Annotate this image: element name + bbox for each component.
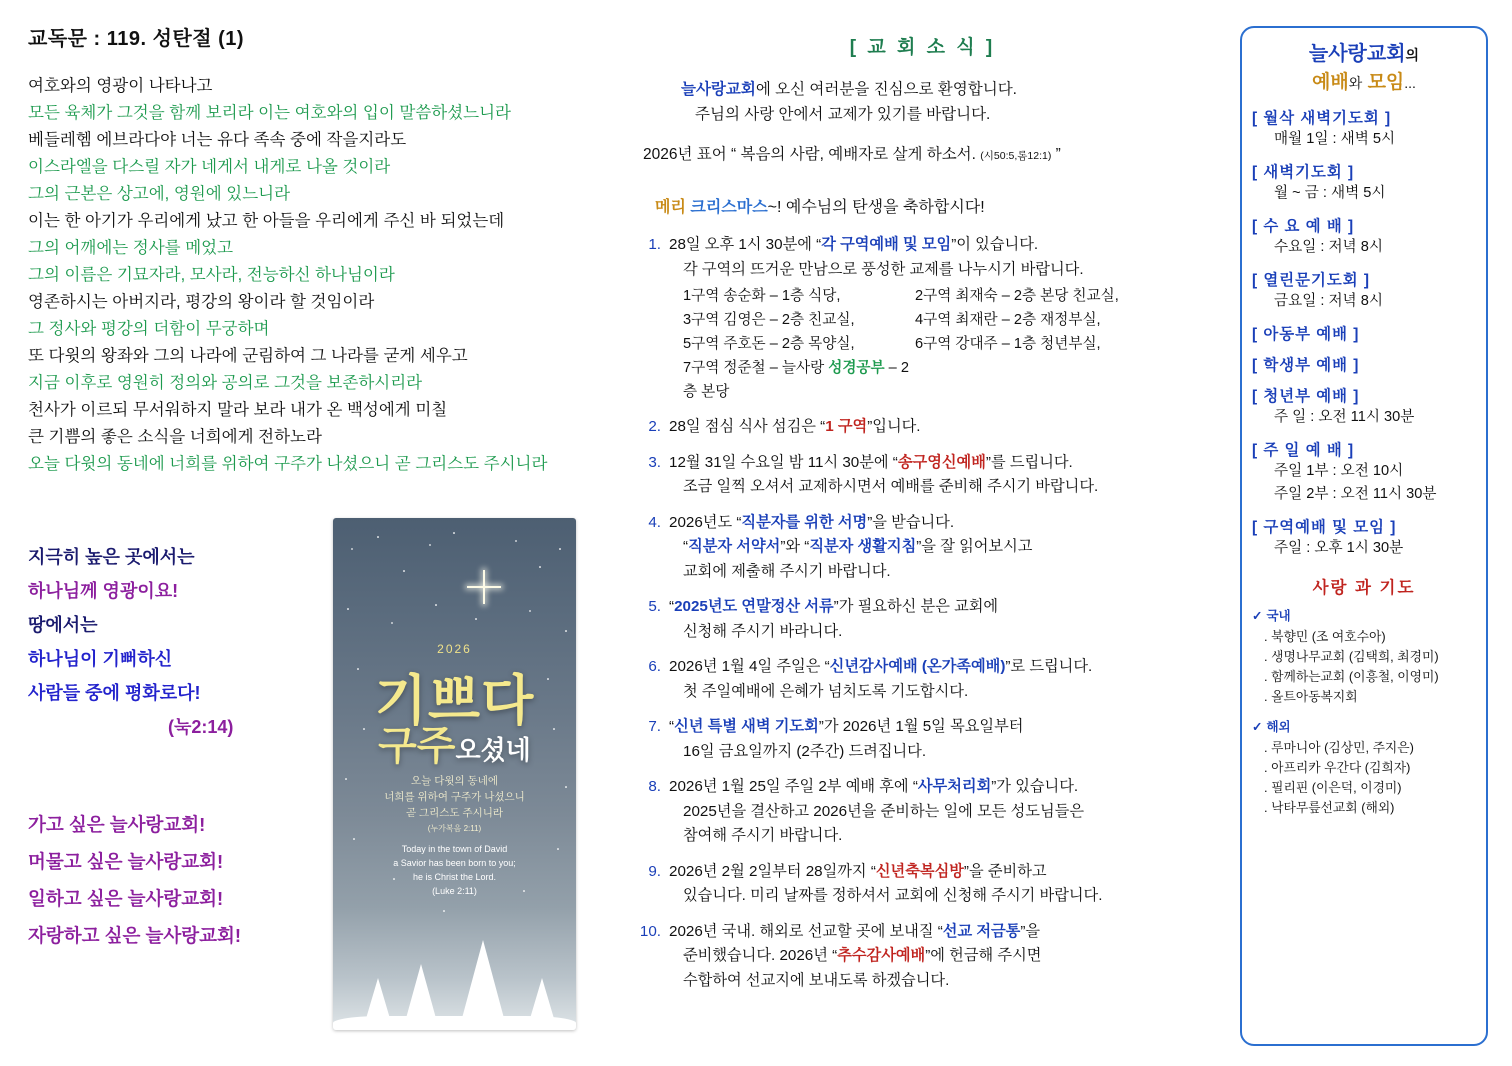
star-dot-icon (559, 548, 561, 550)
notice-line: 2026년 1월 4일 주일은 “신년감사예배 (온가족예배)”로 드립니다. (669, 658, 1093, 675)
verse-line: 여호와의 영광이 나타나고 (28, 77, 213, 95)
verse-line: 또 다윗의 왕좌와 그의 나라에 군림하여 그 나라를 굳게 세우고 (28, 347, 468, 365)
glory-line: 지극히 높은 곳에서는 (28, 547, 195, 567)
glory-line: (눅2:14) (168, 717, 234, 737)
schedule-panel-title (1252, 40, 1476, 97)
check-icon: ✓ (1252, 609, 1263, 623)
notice-item (633, 595, 1212, 644)
schedule-section-head: [ 월삭 새벽기도회 ] (1252, 110, 1392, 127)
notice-number: 9. (648, 862, 661, 880)
schedule-title-line-1 (1252, 40, 1476, 69)
schedule-section (1252, 515, 1476, 560)
notice-number: 7. (648, 718, 661, 735)
cell-group-left: 7구역 정준철 – 늘사랑 성경공부 – 2층 본당 (683, 360, 909, 400)
poster-line2-main: 구주 (378, 724, 456, 768)
notice-line: 2026년 1월 25일 주일 2부 예배 후에 “사무처리회”가 있습니다. (669, 778, 1079, 795)
notice-item (633, 715, 1212, 764)
star-dot-icon (353, 838, 355, 840)
prayer-group-label (1252, 606, 1476, 624)
schedule-section-head: [ 수 요 예 배 ] (1252, 218, 1355, 235)
poster-line2 (333, 714, 576, 771)
schedule-section (1252, 214, 1476, 259)
notice-line: 28일 점심 식사 섬김은 “1 구역”입니다. (669, 418, 921, 435)
prayer-group (1252, 606, 1476, 707)
prayer-item: . 낙타무릎선교회 (해외) (1264, 800, 1395, 815)
notice-number: 6. (648, 658, 661, 675)
cell-group-left: 1구역 송순화 – 1층 식당, (683, 288, 841, 304)
notice-line: 조금 일찍 오셔서 교제하시면서 예배를 준비해 주시기 바랍니다. (683, 478, 1099, 495)
prayer-item: . 필리핀 (이은덕, 이경미) (1264, 780, 1402, 795)
schedule-section-line: 주일 : 오후 1시 30분 (1274, 540, 1404, 556)
poster-sub1: 오늘 다윗의 동네에 (411, 775, 498, 787)
schedule-word-meeting: 모임 (1367, 72, 1405, 93)
poster-line2-small: 오셨네 (455, 735, 531, 765)
poster-year: 2026 (437, 642, 472, 656)
verse-line: 이스라엘을 다스릴 자가 네게서 내게로 나올 것이라 (28, 158, 391, 176)
schedule-section (1252, 268, 1476, 313)
schedule-section-line: 금요일 : 저녁 8시 (1274, 293, 1383, 309)
notice-number: 5. (648, 598, 661, 615)
merry-christmas-line (655, 194, 1212, 217)
schedule-title-suffix: 의 (1405, 47, 1420, 63)
notice-line: 28일 오후 1시 30분에 “각 구역예배 및 모임”이 있습니다. (669, 236, 1039, 253)
poster-trees (333, 910, 576, 1030)
schedule-panel (1240, 26, 1488, 1046)
schedule-section (1252, 384, 1476, 429)
poster-eng2: a Savior has been born to you; (393, 858, 516, 868)
schedule-sections (1252, 106, 1476, 560)
prayer-item: . 루마니아 (김상민, 주지은) (1264, 740, 1414, 755)
notice-line: 2026년 2월 2일부터 28일까지 “신년축복심방”을 준비하고 (669, 862, 1047, 880)
star-dot-icon (539, 566, 541, 568)
schedule-section-head: [ 구역예배 및 모임 ] (1252, 519, 1397, 536)
prayer-groups (1252, 606, 1476, 818)
poster-line1: 기쁘다 (374, 671, 535, 731)
notice-line: 12월 31일 수요일 밤 11시 30분에 “송구영신예배”를 드립니다. (669, 453, 1073, 471)
glory-line: 하나님이 기뻐하신 (28, 649, 173, 669)
poster-english-text (333, 842, 576, 898)
poster-subtext (333, 773, 576, 837)
schedule-section (1252, 438, 1476, 506)
notice-line: 2025년을 결산하고 2026년을 준비하는 일에 모든 성도님들은 (683, 802, 1084, 820)
verse-line: 그의 어깨에는 정사를 메었고 (28, 239, 234, 257)
schedule-section-head: [ 청년부 예배 ] (1252, 388, 1360, 405)
schedule-word-dots: ... (1404, 75, 1416, 91)
notice-line: 각 구역의 뜨거운 만남으로 풍성한 교제를 나누시기 바랍니다. (683, 260, 1084, 278)
prayer-heading: 사랑 과 기도 (1312, 579, 1416, 597)
star-dot-icon (347, 608, 349, 610)
prayer-item: . 함께하는교회 (이흥철, 이영미) (1264, 669, 1439, 684)
star-dot-icon (391, 622, 393, 624)
schedule-section-line: 수요일 : 저녁 8시 (1274, 239, 1383, 255)
schedule-section-line: 월 ~ 금 : 새벽 5시 (1274, 185, 1386, 201)
verse-line: 그 정사와 평강의 더함이 무궁하며 (28, 320, 270, 338)
welcome-block (633, 77, 1212, 127)
notice-line: 수합하여 선교지에 보내도록 하겠습니다. (683, 971, 950, 989)
star-icon (483, 570, 485, 604)
notice-line: 첫 주일예배에 은혜가 넘치도록 기도합시다. (683, 682, 969, 700)
notice-list (633, 233, 1212, 993)
poster-sub2: 너희를 위하여 구주가 나셨으니 (384, 791, 525, 803)
star-dot-icon (515, 540, 517, 542)
welcome-line-2: 주님의 사랑 안에서 교제가 있기를 바랍니다. (695, 106, 991, 123)
schedule-section-head: [ 주 일 예 배 ] (1252, 442, 1355, 459)
notice-item (633, 860, 1212, 909)
notice-number: 10. (639, 922, 661, 940)
star-dot-icon (565, 630, 567, 632)
glory-line: 사람들 중에 평화로다! (28, 683, 201, 703)
christmas-poster (333, 518, 576, 1030)
schedule-section-line: 주일 2부 : 오전 11시 30분 (1274, 486, 1437, 502)
notice-item (633, 511, 1212, 585)
motto-reference: (시50:5,롬12:1) (980, 150, 1052, 162)
schedule-church-name: 늘사랑교회 (1308, 43, 1406, 65)
prayer-item: . 올트아동복지회 (1264, 689, 1358, 704)
schedule-word-worship: 예배 (1312, 72, 1349, 93)
notice-line: 신청해 주시기 바라니다. (683, 622, 843, 640)
verse-line: 천사가 이르되 무서워하지 말라 보라 내가 온 백성에게 미칠 (28, 401, 448, 419)
poster-eng3: he is Christ the Lord. (412, 872, 497, 882)
verse-line: 그의 근본은 상고에, 영원에 있느니라 (28, 185, 291, 203)
schedule-section (1252, 353, 1476, 375)
church-name: 늘사랑교회 (681, 81, 756, 98)
verse-line: 큰 기쁨의 좋은 소식을 너희에게 전하노라 (28, 428, 322, 446)
cell-group-left: 3구역 김영은 – 2층 친교실, (683, 312, 855, 328)
welcome-line-1 (681, 77, 1212, 102)
motto-tail: ” (1055, 146, 1061, 163)
glory-line: 땅에서는 (28, 615, 98, 635)
church-news-heading: [ 교 회 소 식 ] (849, 37, 996, 58)
wish-line: 자랑하고 싶은 늘사랑교회! (28, 925, 242, 946)
notice-line: 참여해 주시기 바랍니다. (683, 827, 843, 844)
notice-number: 3. (648, 453, 661, 471)
merry-word-2: 크리스마스 (690, 199, 768, 216)
poster-eng1: Today in the town of David (401, 844, 508, 854)
welcome-line-1-tail: 에 오신 여러분을 진심으로 환영합니다. (755, 81, 1017, 98)
tree-icon (461, 940, 505, 1022)
prayer-item: . 북향민 (조 여호수아) (1264, 629, 1386, 644)
notice-item (633, 775, 1212, 849)
notice-line: 2026년도 “직분자를 위한 서명”을 받습니다. (669, 513, 955, 531)
middle-column (625, 0, 1220, 1066)
verse-line: 지금 이후로 영원히 정의와 공의로 그것을 보존하시리라 (28, 374, 423, 392)
wish-line: 가고 싶은 늘사랑교회! (28, 814, 206, 835)
schedule-section-line: 매월 1일 : 새벽 5시 (1274, 131, 1396, 147)
prayer-group-name: 해외 (1266, 720, 1291, 734)
prayer-group-label (1252, 717, 1476, 735)
notice-item (633, 920, 1212, 994)
verse-line: 모든 육체가 그것을 함께 보리라 이는 여호와의 입이 말씀하셨느니라 (28, 104, 511, 122)
notice-line: 준비했습니다. 2026년 “추수감사예배”에 헌금해 주시면 (683, 947, 1042, 964)
notice-item (633, 451, 1212, 500)
poster-sub3: 곧 그리스도 주시니라 (405, 807, 504, 819)
tree-icon (405, 964, 437, 1022)
star-dot-icon (377, 536, 379, 538)
schedule-section (1252, 322, 1476, 344)
notice-item (633, 415, 1212, 440)
responsive-reading-title: 교독문 : 119. 성탄절 (1) (28, 28, 245, 50)
schedule-section-line: 주일 1부 : 오전 10시 (1274, 463, 1404, 479)
poster-eng-ref: (Luke 2:11) (432, 886, 477, 896)
notice-line: 있습니다. 미리 날짜를 정하셔서 교회에 신청해 주시기 바랍니다. (683, 887, 1103, 904)
prayer-group (1252, 717, 1476, 818)
notice-item (633, 655, 1212, 704)
check-icon: ✓ (1252, 720, 1263, 734)
notice-number: 2. (648, 418, 661, 435)
prayer-item: . 아프리카 우간다 (김희자) (1264, 760, 1411, 775)
glory-line: 하나님께 영광이요! (28, 581, 179, 601)
merry-tail: ~! 예수님의 탄생을 축하합시다! (767, 199, 985, 216)
notice-number: 8. (648, 778, 661, 795)
schedule-section (1252, 160, 1476, 205)
schedule-section-head: [ 새벽기도회 ] (1252, 164, 1355, 181)
poster-sub-ref: (누가복음 2:11) (427, 824, 482, 833)
prayer-group-name: 국내 (1266, 609, 1291, 623)
year-motto (633, 143, 1212, 168)
verse-line: 이는 한 아기가 우리에게 났고 한 아들을 우리에게 주신 바 되었는데 (28, 212, 505, 230)
star-dot-icon (351, 548, 353, 550)
schedule-word-and: 와 (1348, 75, 1363, 91)
notice-number: 1. (648, 236, 661, 253)
table-row (683, 356, 1212, 404)
responsive-reading-verses (28, 73, 610, 478)
wish-line: 일하고 싶은 늘사랑교회! (28, 888, 224, 909)
cell-group-right: 2구역 최재숙 – 2층 본당 친교실, (915, 288, 1119, 304)
poster-snow-ground (333, 1016, 576, 1030)
verse-line: 영존하시는 아버지라, 평강의 왕이라 할 것임이라 (28, 293, 375, 311)
star-dot-icon (403, 570, 405, 572)
verse-line: 그의 이름은 기묘자라, 모사라, 전능하신 하나님이라 (28, 266, 395, 284)
notice-line: 교회에 제출해 주시기 바랍니다. (683, 562, 891, 580)
merry-word-1: 메리 (655, 199, 686, 216)
schedule-section-head: [ 아동부 예배 ] (1252, 326, 1360, 343)
star-dot-icon (529, 610, 531, 612)
star-dot-icon (475, 618, 477, 620)
table-row (683, 332, 1212, 356)
cell-group-right: 4구역 최재란 – 2층 재정부실, (915, 312, 1101, 328)
verse-line: 베들레헴 에브라다야 너는 유다 족속 중에 작을지라도 (28, 131, 407, 149)
cell-group-table (683, 284, 1212, 404)
motto-text: 2026년 표어 “ 복음의 사람, 예배자로 살게 하소서. (643, 146, 976, 163)
notice-line: 16일 금요일까지 (2주간) 드려집니다. (683, 742, 927, 760)
prayer-item: . 생명나무교회 (김택희, 최경미) (1264, 649, 1439, 664)
notice-line: “신년 특별 새벽 기도회”가 2026년 1월 5일 목요일부터 (669, 718, 1024, 735)
cell-group-left: 5구역 주호돈 – 2층 목양실, (683, 336, 855, 352)
notice-line: “2025년도 연말정산 서류”가 필요하신 분은 교회에 (669, 598, 999, 615)
schedule-section-head: [ 학생부 예배 ] (1252, 357, 1360, 374)
cell-group-right (915, 356, 1155, 404)
cell-group-right: 6구역 강대주 – 1층 청년부실, (915, 336, 1101, 352)
schedule-section-line: 주 일 : 오전 11시 30분 (1274, 409, 1415, 425)
verse-line: 오늘 다윗의 동네에 너희를 위하여 구주가 나셨으니 곧 그리스도 주시니라 (28, 455, 548, 473)
notice-number: 4. (648, 513, 661, 531)
notice-line: 2026년 국내. 해외로 선교할 곳에 보내질 “선교 저금통”을 (669, 922, 1041, 940)
wish-line: 머물고 싶은 늘사랑교회! (28, 851, 224, 872)
star-dot-icon (453, 532, 455, 534)
notice-line: “직분자 서약서”와 “직분자 생활지침”을 잘 읽어보시고 (683, 538, 1033, 555)
star-dot-icon (429, 544, 431, 546)
table-row (683, 284, 1212, 308)
schedule-title-line-2 (1252, 69, 1476, 97)
notice-item (633, 233, 1212, 404)
table-row (683, 308, 1212, 332)
schedule-section-head: [ 열린문기도회 ] (1252, 272, 1371, 289)
star-dot-icon (435, 604, 437, 606)
schedule-section (1252, 106, 1476, 151)
